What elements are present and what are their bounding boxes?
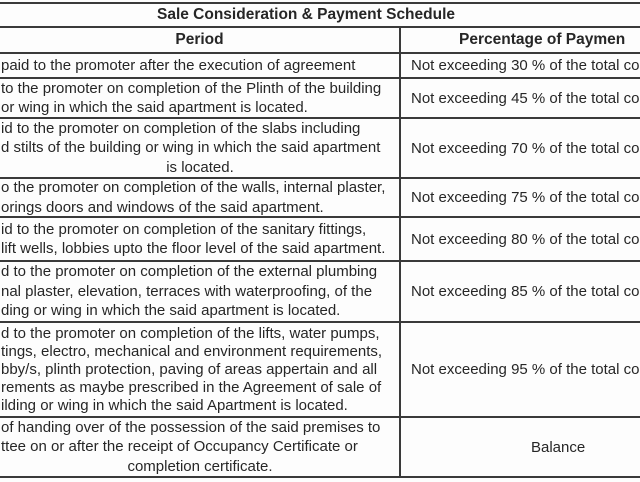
period-cell	[0, 262, 401, 321]
period-line: paid to the promoter after the execution of agreement	[1, 56, 356, 74]
period-line: id to the promoter on completion of the slabs including	[1, 119, 361, 137]
period-cell	[0, 218, 401, 260]
table-row	[0, 323, 640, 418]
period-cell	[0, 119, 401, 177]
period-cell	[0, 418, 401, 476]
table-title: Sale Consideration & Payment Schedule	[0, 4, 640, 28]
payment-value: Not exceeding 80 % of the total co	[411, 230, 640, 248]
period-line: rements as maybe prescribed in the Agreement of sale of	[1, 378, 382, 396]
period-line: orings doors and windows of the said apartment.	[1, 198, 324, 216]
period-line: of handing over of the possession of the said premises to	[1, 418, 381, 436]
payment-cell	[401, 119, 640, 177]
payment-value: Not exceeding 75 % of the total co	[411, 189, 640, 206]
period-line: tings, electro, mechanical and environment requirements,	[1, 342, 383, 360]
period-line: ding or wing in which the said apartment is located.	[1, 302, 341, 320]
period-line: bby/s, plinth protection, paving of areas appertain and all	[1, 360, 378, 378]
table-row	[0, 119, 640, 179]
payment-schedule-table	[0, 2, 640, 478]
table-row	[0, 54, 640, 79]
payment-value: Not exceeding 45 % of the total co	[411, 89, 640, 107]
payment-cell	[401, 54, 640, 77]
payment-value: Not exceeding 30 % of the total co	[411, 57, 640, 74]
period-cell	[0, 54, 401, 77]
column-header-percentage: Percentage of Paymen	[459, 31, 626, 48]
period-line: d to the promoter on completion of the lifts, water pumps,	[1, 324, 380, 342]
period-line: d stilts of the building or wing in which the said apartment	[1, 139, 381, 157]
period-line: lift wells, lobbies upto the floor level of the said apartment.	[1, 240, 386, 257]
payment-value: Not exceeding 70 % of the total co	[411, 139, 640, 157]
period-line: nal plaster, elevation, terraces with waterproofing, of the	[1, 282, 373, 300]
period-line: completion certificate.	[127, 457, 273, 475]
payment-value: Not exceeding 95 % of the total co	[411, 361, 640, 378]
period-line: is located.	[166, 158, 234, 176]
payment-value: Balance	[531, 438, 586, 456]
table-row	[0, 262, 640, 323]
payment-cell	[401, 262, 640, 321]
period-line: or wing in which the said apartment is located.	[1, 99, 308, 116]
period-line: id to the promoter on completion of the sanitary fittings,	[1, 220, 367, 238]
period-cell	[0, 79, 401, 117]
period-line: to the promoter on completion of the Plinth of the building	[1, 79, 382, 97]
table-row	[0, 79, 640, 119]
payment-cell	[401, 418, 640, 476]
period-line: ttee on or after the receipt of Occupancy Certificate or	[1, 438, 358, 456]
column-header-percentage-cell	[401, 28, 640, 52]
payment-cell	[401, 218, 640, 260]
table-row	[0, 218, 640, 262]
period-line: ilding or wing in which the said Apartment is located.	[1, 396, 348, 414]
column-header-period: Period	[0, 28, 401, 52]
period-cell	[0, 323, 401, 416]
payment-cell	[401, 179, 640, 216]
payment-value: Not exceeding 85 % of the total co	[411, 283, 640, 300]
payment-cell	[401, 79, 640, 117]
table-row	[0, 418, 640, 478]
table-row	[0, 179, 640, 218]
period-cell	[0, 179, 401, 216]
table-header-row	[0, 28, 640, 54]
period-line: o the promoter on completion of the walls, internal plaster,	[1, 179, 386, 196]
payment-cell	[401, 323, 640, 416]
period-line: d to the promoter on completion of the external plumbing	[1, 263, 378, 281]
